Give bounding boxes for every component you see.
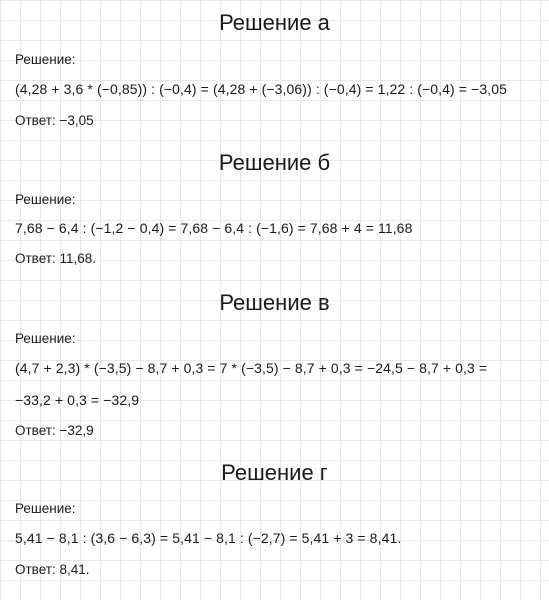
section-g-label: Решение:: [15, 501, 76, 516]
section-b-label: Решение:: [15, 192, 76, 207]
section-a-answer: Ответ: −3,05: [15, 113, 94, 128]
section-b-answer: Ответ: 11,68.: [15, 251, 96, 266]
section-a-line-1: (4,28 + 3,6 * (−0,85)) : (−0,4) = (4,28 + (−3,06)) : (−0,4) = 1,22 : (−0,4) = −3,05: [15, 81, 507, 97]
section-a-label: Решение:: [15, 52, 76, 67]
section-a-title: Решение а: [219, 10, 330, 35]
section-v-line-2: −33,2 + 0,3 = −32,9: [15, 392, 140, 408]
section-b-line-1: 7,68 − 6,4 : (−1,2 − 0,4) = 7,68 − 6,4 : (−1,6) = 7,68 + 4 = 11,68: [15, 220, 413, 236]
section-g-answer: Ответ: 8,41.: [15, 562, 90, 577]
section-v-label: Решение:: [15, 331, 76, 346]
section-v-title: Решение в: [219, 290, 330, 315]
section-g-title: Решение г: [221, 460, 328, 485]
section-v-answer: Ответ: −32,9: [15, 423, 94, 438]
section-g-line-1: 5,41 − 8,1 : (3,6 − 6,3) = 5,41 − 8,1 : (−2,7) = 5,41 + 3 = 8,41.: [15, 530, 402, 546]
section-v-line-1: (4,7 + 2,3) * (−3,5) − 8,7 + 0,3 = 7 * (−3,5) − 8,7 + 0,3 = −24,5 − 8,7 + 0,3 =: [15, 360, 488, 376]
section-b-title: Решение б: [218, 150, 331, 175]
